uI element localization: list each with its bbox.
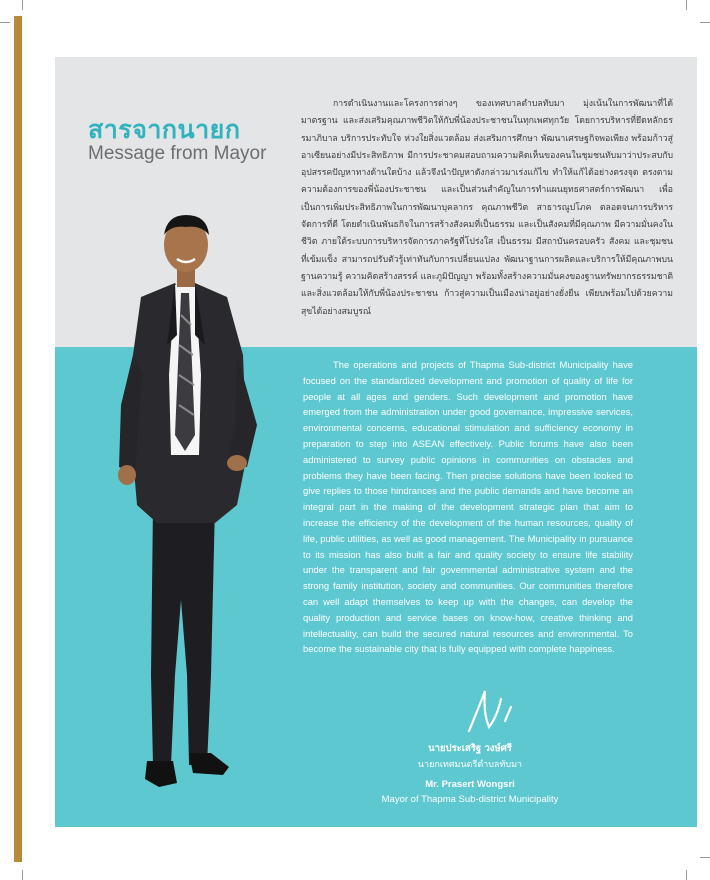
message-panel	[55, 57, 697, 827]
crop-mark	[686, 870, 687, 880]
page-side-bar	[14, 16, 22, 862]
crop-mark	[0, 22, 10, 23]
page-title-english: Message from Mayor	[88, 143, 267, 164]
crop-mark	[22, 870, 23, 880]
signatory-position-thai: นายกเทศมนตรีตำบลทับมา	[417, 760, 523, 770]
signature-icon	[455, 677, 535, 737]
page-title-thai: สารจากนายก	[88, 115, 241, 144]
crop-mark	[22, 0, 23, 10]
message-body-thai: การดำเนินงานและโครงการต่างๆ ของเทศบาลตำบลทับมา มุ่งเน้นในการพัฒนาที่ได้มาตรฐาน และส่งเสริมคุณภาพชีวิตให้กับพี่น้องประชาชนในทุกเพศทุกวัย โดยการบริหารที่ยึดหลักธรรมาภิบาล บริการประทับใจ ห่วงใยสิ่งแวดล้อม ส่งเสริมการศึกษา พัฒนาเศรษฐกิจพอเพียง พร้อมก้าวสู่อาเซียนอย่างมีประสิทธิภาพ มีการประชาคมสอบถามความคิดเห็นของคนในชุมชนทับมาว่าประสบกับอุปสรรคปัญหาทางด้านใดบ้าง แล้วจึงนำปัญหาดังกล่าวมาเร่งแก้ไข ทำให้แก้ได้อย่างตรงจุด ตรงตามความต้องการของพี่น้องประชาชน และเป็นส่วนสำคัญในการทำแผนยุทธศาสตร์การพัฒนา เพื่อเป็นการเพิ่มประสิทธิภาพในการพัฒนาบุคลากร คุณภาพชีวิต สาธารณูปโภค ตลอดจนการบริหารจัดการที่ดี โดยดำเนินพันธกิจในการสร้างสังคมที่เป็นธรรม และเป็นสังคมที่มีคุณภาพ มีความมั่นคงในชีวิต ภายใต้ระบบการบริหารจัดการภาครัฐที่โปร่งใส เป็นธรรม มีสถาบันครอบครัว สังคม และชุมชนที่เข้มแข็ง สามารถปรับตัวรู้เท่าทันกับการเปลี่ยนแปลง พัฒนาฐานการผลิตและบริการให้มีคุณภาพบนฐานความรู้ ความคิดสร้างสรรค์ และภูมิปัญญา พร้อมทั้งสร้างความมั่นคงของฐานทรัพยากรธรรมชาติและสิ่งแวดล้อมให้กับพี่น้องประชาชน ก้าวสู่ความเป็นเมืองน่าอยู่อย่างยั่งยืน เพียบพร้อมไปด้วยความสุขได้อย่างสมบูรณ์	[301, 99, 673, 317]
message-body-english: The operations and projects of Thapma Sub-district Municipality have focused on the standardized development and promotion of quality of life for people at all ages and genders. Such development and promotion have emerged from the administration under good governance, impressive services, environmental concerns, educational stimulation and sufficiency economy in preparation to step into ASEAN effectively. Public forums have also been administered to survey public opinions in communities on obstacles and problems they have been facing. Then precise solutions have been looked to give replies to those hindrances and the public demands and have become an integral part in the making of the development strategic plan that aim to increase the efficiency of the development of the human resources, quality of life, public utilities, as well as good management. The Municipality in pursuance to its mission has also built a fair and quality society to ensure life stability under the transparent and fair governmental administrative system and the strong family institution, society and communities. Our communities therefore can well adapt themselves to keep up with the changes, can develop the quality production and service bases on know-how, creative thinking and intellectuality, can build the secured natural resources and environmental. To become the sustainable city that is fully equipped with complete happiness.	[303, 359, 633, 655]
crop-mark	[686, 0, 687, 10]
signatory-block	[355, 741, 585, 807]
signatory-name-thai: นายประเสริฐ วงษ์ศรี	[428, 743, 512, 754]
signatory-position-english: Mayor of Thapma Sub-district Municipality	[381, 794, 559, 805]
crop-mark	[700, 22, 710, 23]
signatory-name-english: Mr. Prasert Wongsri	[425, 779, 515, 790]
crop-mark	[700, 857, 710, 858]
mayor-photo-icon	[97, 205, 277, 805]
